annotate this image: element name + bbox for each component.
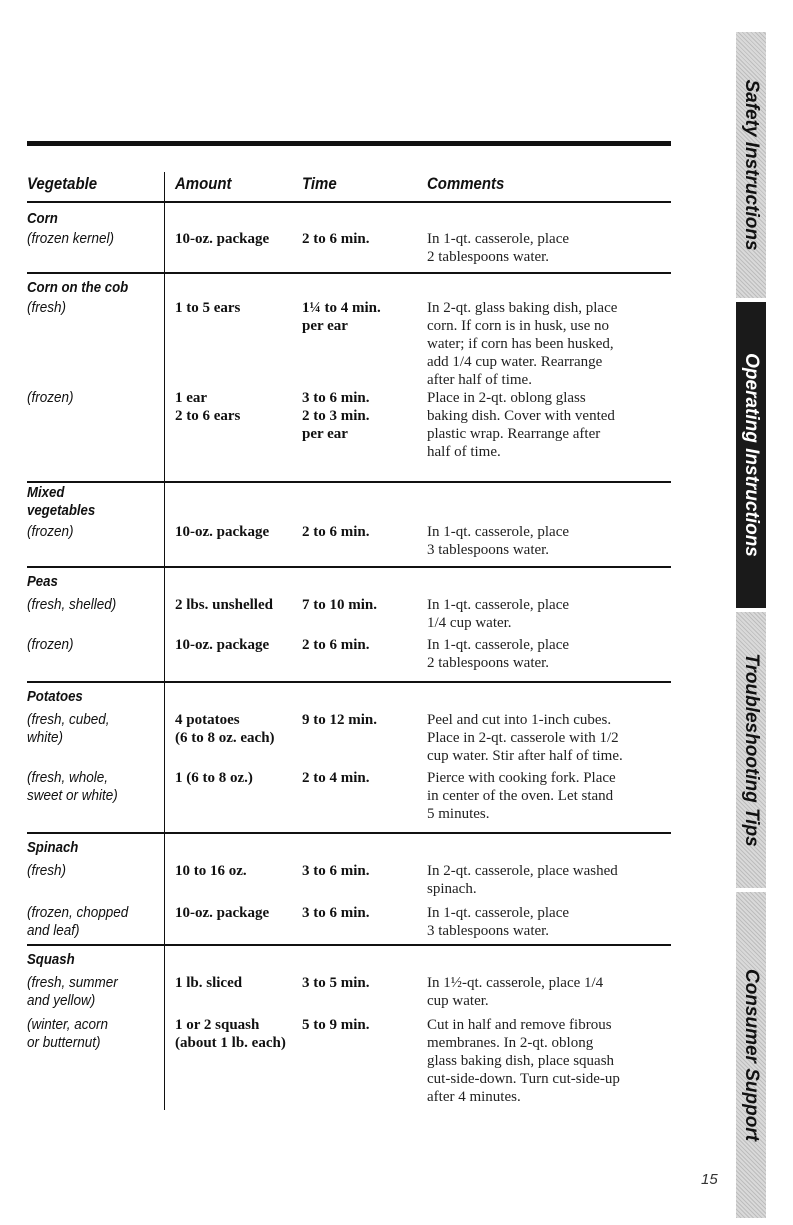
amount-cell: 1 ear 2 to 6 ears [175,390,241,424]
time-cell: 2 to 6 min. [302,231,370,247]
section-rule [27,944,671,946]
vegetable-cell: (fresh, summer and yellow) [27,974,118,1009]
header-vegetable: Vegetable [27,174,98,193]
time-cell: 5 to 9 min. [302,1017,370,1033]
section-rule [27,566,671,568]
time-cell: 2 to 4 min. [302,770,370,786]
vegetable-cell: (fresh, cubed, white) [27,711,110,746]
section-title: Squash [27,951,75,968]
time-cell: 2 to 6 min. [302,524,370,540]
vegetable-cell: (frozen) [27,523,74,540]
header-comments: Comments [427,174,505,193]
time-cell: 9 to 12 min. [302,712,377,728]
section-title: Corn [27,210,58,227]
section-rule [27,481,671,483]
amount-cell: 4 potatoes (6 to 8 oz. each) [175,712,275,746]
vegetable-cell: (frozen) [27,636,74,653]
vegetable-cell: (fresh, whole, sweet or white) [27,769,118,804]
time-cell: 3 to 6 min. [302,863,370,879]
tab-label: Operating Instructions [741,353,762,557]
comments-cell: In 2-qt. glass baking dish, place corn. If corn is in husk, use no water; if corn has been husked, add 1/4 cup water. Rearrange after half of time. [427,300,618,388]
tab-operating-instructions[interactable] [736,300,766,610]
time-cell: 3 to 5 min. [302,975,370,991]
tab-troubleshooting-tips[interactable] [736,610,766,890]
amount-cell: 1 or 2 squash (about 1 lb. each) [175,1017,286,1051]
time-cell: 3 to 6 min. [302,905,370,921]
top-rule [27,141,671,146]
vegetable-cell: (winter, acorn or butternut) [27,1016,109,1051]
amount-cell: 1 (6 to 8 oz.) [175,770,253,786]
amount-cell: 10-oz. package [175,905,270,921]
comments-cell: In 1-qt. casserole, place 2 tablespoons water. [427,231,570,265]
column-divider [164,172,165,1110]
vegetable-cell: (frozen) [27,389,74,406]
amount-cell: 2 lbs. unshelled [175,597,273,613]
comments-cell: In 1-qt. casserole, place 3 tablespoons water. [427,905,570,939]
section-title: Spinach [27,839,79,856]
comments-cell: Place in 2-qt. oblong glass baking dish. Cover with vented plastic wrap. Rearrange after half of time. [427,390,615,460]
amount-cell: 1 to 5 ears [175,300,241,316]
time-cell: 1¼ to 4 min. per ear [302,300,381,334]
time-cell: 3 to 6 min. 2 to 3 min. per ear [302,390,370,442]
comments-cell: Peel and cut into 1-inch cubes. Place in 2-qt. casserole with 1/2 cup water. Stir after half of time. [427,712,623,764]
tab-label: Troubleshooting Tips [741,653,762,847]
time-cell: 7 to 10 min. [302,597,377,613]
section-title: Potatoes [27,688,83,705]
amount-cell: 10-oz. package [175,637,270,653]
header-amount: Amount [175,174,232,193]
section-title: Mixed vegetables [27,484,96,519]
comments-cell: In 1-qt. casserole, place 2 tablespoons water. [427,637,570,671]
amount-cell: 10-oz. package [175,231,270,247]
comments-cell: Pierce with cooking fork. Place in center of the oven. Let stand 5 minutes. [427,770,616,822]
amount-cell: 1 lb. sliced [175,975,243,991]
comments-cell: Cut in half and remove fibrous membranes. In 2-qt. oblong glass baking dish, place squash cut-side-down. Turn cut-side-up after 4 minutes. [427,1017,620,1105]
tab-safety-instructions[interactable] [736,30,766,300]
amount-cell: 10 to 16 oz. [175,863,247,879]
tab-label: Safety Instructions [741,79,762,251]
vegetable-cell: (fresh) [27,862,67,879]
amount-cell: 10-oz. package [175,524,270,540]
comments-cell: In 2-qt. casserole, place washed spinach. [427,863,618,897]
comments-cell: In 1-qt. casserole, place 1/4 cup water. [427,597,570,631]
comments-cell: In 1-qt. casserole, place 3 tablespoons water. [427,524,570,558]
section-rule [27,832,671,834]
section-rule [27,681,671,683]
vegetable-cell: (fresh) [27,299,67,316]
header-rule [27,201,671,203]
tab-consumer-support[interactable] [736,890,766,1220]
comments-cell: In 1½-qt. casserole, place 1/4 cup water. [427,975,604,1009]
vegetable-cell: (frozen kernel) [27,230,115,247]
section-title: Peas [27,573,58,590]
tab-label: Consumer Support [741,968,762,1142]
section-rule [27,272,671,274]
vegetable-cell: (fresh, shelled) [27,596,117,613]
page-number: 15 [701,1171,718,1188]
section-title: Corn on the cob [27,279,129,296]
time-cell: 2 to 6 min. [302,637,370,653]
header-time: Time [302,174,337,193]
vegetable-cell: (frozen, chopped and leaf) [27,904,129,939]
